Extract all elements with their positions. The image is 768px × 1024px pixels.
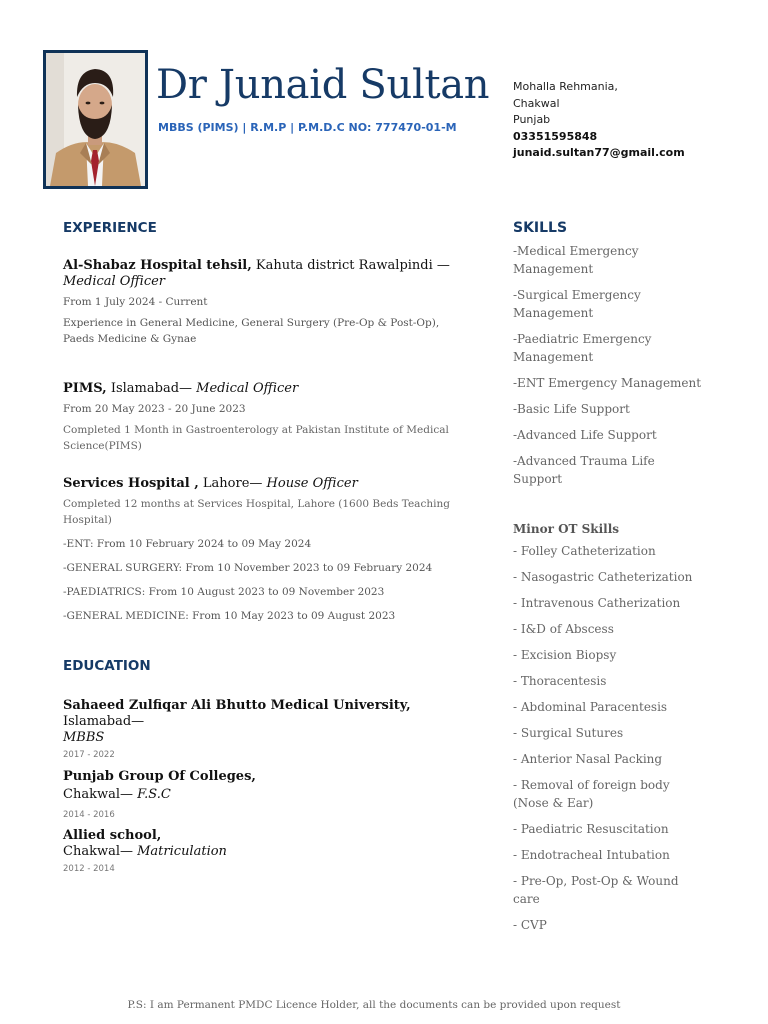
job-location: Islamabad—: [106, 381, 197, 396]
education-years: 2017 - 2022: [63, 750, 115, 760]
address-line-2: Chakwal: [513, 96, 560, 110]
email-address: junaid.sultan77@gmail.com: [513, 146, 685, 160]
minor-skill-item: - Pre-Op, Post-Op & Wound care: [513, 874, 679, 906]
education-degree: MBBS: [63, 730, 105, 745]
rotation-item: -GENERAL MEDICINE: From 10 May 2023 to 09 August 2023: [63, 610, 396, 622]
job-heading: [63, 258, 473, 290]
education-years: 2012 - 2014: [63, 864, 115, 874]
left-column: [63, 220, 473, 874]
job-description: Completed 1 Month in Gastroenterology at Pakistan Institute of Medical Science(PIMS): [63, 424, 449, 452]
education-location: Chakwal—: [63, 787, 138, 802]
skill-item: -Advanced Life Support: [513, 428, 657, 442]
education-heading-line: [63, 828, 473, 860]
education-institution: Punjab Group Of Colleges,: [63, 769, 256, 784]
portrait-image: [46, 53, 145, 186]
job-location: Lahore—: [198, 476, 267, 491]
experience-entry: [63, 258, 473, 347]
minor-skill-item: - Folley Catheterization: [513, 544, 656, 558]
job-description: Experience in General Medicine, General Surgery (Pre-Op & Post-Op), Paeds Medicine & Gynae: [63, 317, 440, 345]
education-entry: [63, 698, 473, 760]
minor-skill-item: - Paediatric Resuscitation: [513, 822, 669, 836]
education-heading-line: [63, 768, 473, 804]
job-dates: From 1 July 2024 - Current: [63, 296, 208, 308]
education-institution: Allied school,: [63, 828, 162, 843]
minor-skill-item: - Thoracentesis: [513, 674, 607, 688]
experience-heading: EXPERIENCE: [63, 220, 157, 236]
education-degree: Matriculation: [137, 844, 227, 859]
experience-entry: [63, 381, 473, 454]
skills-heading: SKILLS: [513, 220, 568, 236]
job-organization: PIMS,: [63, 381, 107, 396]
education-degree: F.S.C: [137, 787, 171, 802]
education-location: Chakwal—: [63, 844, 138, 859]
job-location: Kahuta district Rawalpindi —: [251, 258, 450, 273]
education-entry: [63, 828, 473, 874]
candidate-name: Dr Junaid Sultan: [156, 62, 490, 108]
minor-skill-item: - Endotracheal Intubation: [513, 848, 670, 862]
profile-photo: [43, 50, 148, 189]
job-organization: Services Hospital ,: [63, 476, 199, 491]
minor-skill-item: - CVP: [513, 918, 547, 932]
minor-ot-skills-heading: Minor OT Skills: [513, 522, 620, 536]
minor-skill-item: - Nasogastric Catheterization: [513, 570, 693, 584]
contact-block: [513, 79, 685, 162]
education-years: 2014 - 2016: [63, 810, 115, 820]
job-description: Completed 12 months at Services Hospital, Lahore (1600 Beds Teaching Hospital): [63, 498, 450, 526]
education-institution: Sahaeed Zulfiqar Ali Bhutto Medical University,: [63, 698, 411, 713]
skill-item: -Basic Life Support: [513, 402, 630, 416]
skill-item: -ENT Emergency Management: [513, 376, 702, 390]
credentials-line: MBBS (PIMS) | R.M.P | P.M.D.C NO: 777470-01-M: [158, 121, 457, 134]
skill-item: -Medical Emergency Management: [513, 244, 639, 276]
job-dates: From 20 May 2023 - 20 June 2023: [63, 403, 246, 415]
address-line-1: Mohalla Rehmania,: [513, 80, 618, 93]
address-line-3: Punjab: [513, 113, 551, 127]
job-heading: [63, 381, 473, 397]
rotation-item: -ENT: From 10 February 2024 to 09 May 2024: [63, 538, 312, 550]
minor-skill-item: - Anterior Nasal Packing: [513, 752, 663, 766]
minor-skill-item: - I&D of Abscess: [513, 622, 614, 636]
skill-item: -Advanced Trauma Life Support: [513, 454, 655, 486]
phone-number: 03351595848: [513, 129, 598, 143]
minor-skill-item: - Abdominal Paracentesis: [513, 700, 668, 714]
job-role: House Officer: [266, 476, 358, 491]
education-location: Islamabad—: [63, 714, 145, 729]
minor-skill-item: - Excision Biopsy: [513, 648, 617, 662]
footer-note: P.S: I am Permanent PMDC Licence Holder, all the documents can be provided upon request: [127, 999, 621, 1011]
skill-item: -Paediatric Emergency Management: [513, 332, 652, 364]
job-role: Medical Officer: [196, 381, 299, 396]
skill-item: -Surgical Emergency Management: [513, 288, 641, 320]
job-role: Medical Officer: [63, 274, 166, 289]
experience-entry: [63, 476, 473, 624]
rotation-item: -GENERAL SURGERY: From 10 November 2023 to 09 February 2024: [63, 562, 433, 574]
minor-skill-item: - Surgical Sutures: [513, 726, 624, 740]
minor-skill-item: - Removal of foreign body (Nose & Ear): [513, 778, 670, 810]
right-column: [513, 220, 703, 934]
education-heading-line: [63, 698, 473, 746]
minor-skill-item: - Intravenous Catherization: [513, 596, 681, 610]
job-organization: Al-Shabaz Hospital tehsil,: [63, 258, 252, 273]
job-heading: [63, 476, 473, 492]
rotation-item: -PAEDIATRICS: From 10 August 2023 to 09 November 2023: [63, 586, 385, 598]
education-entry: [63, 768, 473, 820]
education-heading: EDUCATION: [63, 658, 151, 674]
